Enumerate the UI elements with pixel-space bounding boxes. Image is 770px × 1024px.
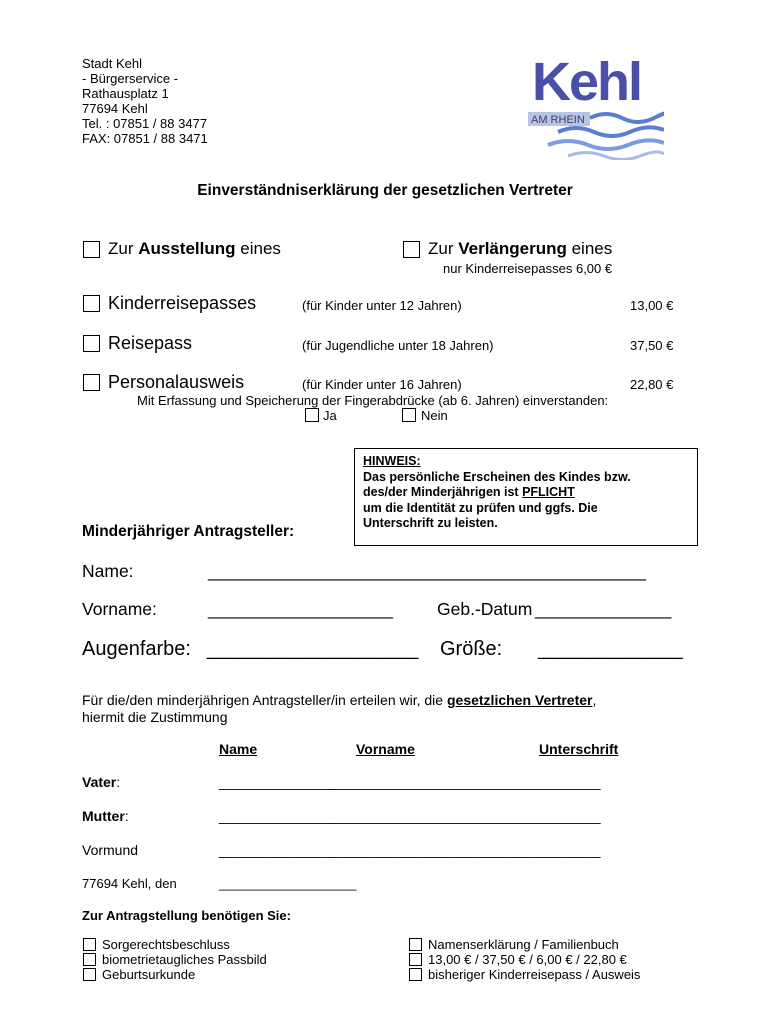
fingerprint-no-checkbox[interactable] — [402, 408, 416, 422]
hinweis-line-1: Das persönliche Erscheinen des Kindes bzw. — [363, 469, 631, 484]
signer-vormund-field[interactable]: _________________________________________________ — [219, 842, 601, 858]
required-heading: Zur Antragstellung benötigen Sie: — [82, 908, 291, 923]
signer-mutter-label: Mutter: — [82, 808, 129, 824]
kehl-logo-graphic — [528, 52, 664, 160]
verlaengerung-note: nur Kinderreisepasses 6,00 € — [443, 261, 613, 276]
address-line-6: FAX: 07851 / 88 3471 — [82, 131, 208, 146]
logo-wordmark: Kehl — [532, 52, 642, 112]
required-item: bisheriger Kinderreisepass / Ausweis — [428, 967, 641, 982]
kehl-logo — [528, 52, 664, 160]
document-label: Personalausweis — [108, 372, 245, 392]
personalausweis-checkbox[interactable] — [83, 374, 100, 391]
wave-icon — [558, 127, 664, 136]
signer-mutter-field[interactable]: _________________________________________________ — [219, 808, 601, 824]
hinweis-line-4: Unterschrift zu leisten. — [363, 516, 498, 530]
address-line-2: - Bürgerservice - — [82, 71, 179, 86]
document-label: Reisepass — [108, 333, 193, 353]
document-note: (für Kinder unter 16 Jahren) — [302, 377, 462, 392]
logo-subtitle: AM RHEIN — [531, 114, 585, 126]
vorname-field[interactable]: ___________________ — [208, 599, 393, 619]
required-item: Geburtsurkunde — [102, 967, 196, 982]
document-label: Kinderreisepasses — [108, 293, 257, 313]
place-date-field[interactable]: ___________________ — [219, 876, 357, 891]
namenserklaerung-checkbox[interactable] — [409, 938, 422, 951]
hinweis-line-2: des/der Minderjährigen ist PFLICHT — [363, 485, 575, 499]
geburtsdatum-field[interactable]: ______________ — [535, 599, 672, 619]
signer-vater-field[interactable]: _________________________________________________ — [219, 774, 601, 790]
geburtsurkunde-checkbox[interactable] — [83, 968, 96, 981]
name-field[interactable]: _____________________________________________ — [208, 561, 646, 581]
wave-icon — [568, 152, 664, 160]
consent-line-2: hiermit die Zustimmung — [82, 709, 228, 725]
augenfarbe-field[interactable]: ___________________ — [207, 638, 419, 660]
applicant-heading: Minderjähriger Antragsteller: — [82, 523, 295, 540]
ausstellung-label: Zur Ausstellung eines — [108, 239, 281, 258]
vorname-label: Vorname: — [82, 599, 157, 619]
groesse-label: Größe: — [440, 638, 503, 660]
passbild-checkbox[interactable] — [83, 953, 96, 966]
fingerprint-no-label: Nein — [421, 408, 448, 423]
required-item: Namenserklärung / Familienbuch — [428, 937, 619, 952]
document-price: 22,80 € — [630, 377, 674, 392]
fingerprint-consent-text: Mit Erfassung und Speicherung der Fingerabdrücke (ab 6. Jahren) einverstanden: — [137, 393, 609, 408]
required-item: Sorgerechtsbeschluss — [102, 937, 230, 952]
fingerprint-yes-label: Ja — [323, 408, 337, 423]
address-line-3: Rathausplatz 1 — [82, 86, 169, 101]
augenfarbe-label: Augenfarbe: — [82, 638, 191, 660]
hinweis-line-3: um die Identität zu prüfen und ggfs. Die — [363, 500, 598, 515]
document-note: (für Jugendliche unter 18 Jahren) — [302, 338, 494, 353]
address-line-4: 77694 Kehl — [82, 101, 148, 116]
fingerprint-yes-checkbox[interactable] — [305, 408, 319, 422]
document-price: 37,50 € — [630, 338, 674, 353]
gebuehr-checkbox[interactable] — [409, 953, 422, 966]
kinderreisepass-checkbox[interactable] — [83, 295, 100, 312]
address-line-5: Tel. : 07851 / 88 3477 — [82, 116, 208, 131]
verlaengerung-label: Zur Verlängerung eines — [428, 239, 613, 258]
page-title: Einverständniserklärung der gesetzlichen Vertreter — [197, 182, 573, 199]
column-header-name: Name — [219, 741, 258, 757]
document-note: (für Kinder unter 12 Jahren) — [302, 298, 462, 313]
consent-line-1: Für die/den minderjährigen Antragsteller/in erteilen wir, die gesetzlichen Vertreter, — [82, 692, 597, 708]
wave-icon — [590, 113, 664, 122]
hinweis-box — [354, 448, 698, 546]
bisheriger-ausweis-checkbox[interactable] — [409, 968, 422, 981]
column-header-unterschrift: Unterschrift — [539, 741, 619, 757]
sorgerechtsbeschluss-checkbox[interactable] — [83, 938, 96, 951]
signer-vormund-label: Vormund — [82, 842, 139, 858]
hinweis-heading: HINWEIS: — [363, 454, 421, 468]
address-line-1: Stadt Kehl — [82, 56, 142, 71]
reisepass-checkbox[interactable] — [83, 335, 100, 352]
geburtsdatum-label: Geb.-Datum — [437, 599, 533, 619]
document-price: 13,00 € — [630, 298, 674, 313]
place-date-label: 77694 Kehl, den — [82, 876, 177, 891]
signer-vater-label: Vater: — [82, 774, 121, 790]
ausstellung-checkbox[interactable] — [83, 241, 100, 258]
required-item: 13,00 € / 37,50 € / 6,00 € / 22,80 € — [428, 952, 627, 967]
hinweis-text — [363, 454, 631, 532]
groesse-field[interactable]: _____________ — [538, 638, 683, 660]
column-header-vorname: Vorname — [356, 741, 415, 757]
verlaengerung-checkbox[interactable] — [403, 241, 420, 258]
required-item: biometrietaugliches Passbild — [102, 952, 267, 967]
name-label: Name: — [82, 561, 134, 581]
wave-icon — [548, 140, 664, 149]
